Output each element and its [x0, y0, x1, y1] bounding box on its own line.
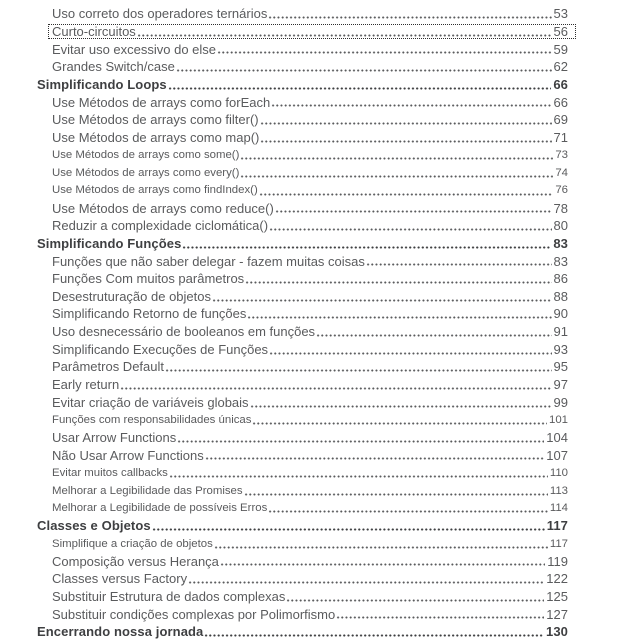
toc-entry[interactable] [37, 623, 568, 641]
toc-entry[interactable] [52, 358, 568, 376]
toc-entry-label: Reduzir a complexidade ciclomática() [52, 218, 269, 234]
dot-leader [214, 546, 548, 549]
toc-entry[interactable] [52, 482, 568, 500]
dot-leader [245, 281, 551, 284]
toc-entry-label: Usar Arrow Functions [52, 430, 177, 446]
dot-leader [250, 405, 552, 408]
dot-leader [271, 104, 551, 107]
toc-entry-page: 83 [553, 253, 568, 269]
toc-entry-label: Desestruturação de objetos [52, 288, 211, 304]
toc-entry-page: 104 [546, 430, 568, 446]
toc-entry-page: 119 [547, 553, 568, 569]
toc-entry-page: 86 [553, 271, 568, 287]
dot-leader [316, 334, 551, 337]
toc-entry-page: 122 [546, 571, 568, 587]
toc-entry[interactable] [52, 5, 568, 23]
toc-entry-page: 53 [553, 6, 568, 22]
dot-leader [205, 457, 545, 460]
toc-entry-page: 110 [549, 466, 568, 479]
toc-entry[interactable] [52, 93, 568, 111]
toc-entry-page: 83 [553, 235, 568, 251]
toc-entry[interactable] [52, 393, 568, 411]
toc-entry[interactable] [52, 570, 568, 588]
toc-entry-page: 62 [553, 59, 568, 75]
toc-entry[interactable] [52, 605, 568, 623]
toc-entry[interactable] [37, 517, 568, 535]
dot-leader [220, 563, 545, 566]
toc-entry-label: Evitar criação de variáveis globais [52, 394, 249, 410]
toc-entry-label: Early return [52, 377, 120, 393]
dot-leader [204, 634, 544, 637]
toc-entry[interactable] [52, 111, 568, 129]
toc-entry-label: Classes versus Factory [52, 571, 188, 587]
toc-entry-label: Substituir Estrutura de dados complexas [52, 588, 286, 604]
toc-entry-page: 125 [546, 588, 568, 604]
toc-entry-page: 107 [546, 447, 568, 463]
toc-entry[interactable] [52, 164, 568, 182]
toc-entry[interactable] [52, 464, 568, 482]
toc-entry[interactable] [37, 235, 568, 253]
toc-entry-page: 73 [555, 149, 568, 162]
toc-entry[interactable] [52, 340, 568, 358]
toc-entry-label: Simplificando Retorno de funções [52, 306, 247, 322]
toc-entry[interactable] [52, 40, 568, 58]
toc-entry-label: Simplificando Execuções de Funções [52, 341, 269, 357]
toc-entry[interactable] [52, 23, 568, 41]
toc-entry[interactable] [52, 429, 568, 447]
toc-entry-page: 66 [553, 76, 568, 92]
toc-entry-label: Parâmetros Default [52, 359, 164, 375]
dot-leader [247, 316, 551, 319]
toc-entry[interactable] [52, 535, 568, 553]
toc-entry-label: Use Métodos de arrays como findIndex() [52, 184, 258, 197]
toc-entry-page: 99 [553, 394, 568, 410]
toc-entry-label: Simplificando Loops [37, 76, 167, 92]
toc-entry[interactable] [52, 323, 568, 341]
toc-entry[interactable] [37, 76, 568, 94]
dot-leader [188, 581, 544, 584]
toc-entry[interactable] [52, 411, 568, 429]
dot-leader [165, 369, 552, 372]
dot-leader [137, 34, 552, 37]
toc-entry-label: Use Métodos de arrays como map() [52, 129, 260, 145]
dot-leader [217, 51, 552, 54]
toc-entry[interactable] [52, 288, 568, 306]
toc-entry-page: 88 [553, 288, 568, 304]
toc-entry-page: 113 [549, 484, 568, 497]
toc-entry-label: Simplifique a criação de objetos [52, 537, 213, 550]
dot-leader [240, 175, 553, 178]
toc-entry-page: 93 [553, 341, 568, 357]
dot-leader [212, 299, 552, 302]
toc-entry-page: 127 [546, 606, 568, 622]
toc-entry-page: 97 [553, 377, 568, 393]
toc-entry-label: Funções com responsabilidades únicas [52, 413, 252, 426]
toc-entry-page: 78 [553, 200, 568, 216]
dot-leader [120, 387, 551, 390]
toc-entry[interactable] [52, 58, 568, 76]
toc-entry-page: 117 [549, 537, 568, 550]
dot-leader [240, 157, 553, 160]
toc-entry-page: 114 [549, 502, 568, 515]
toc-entry-page: 71 [553, 129, 568, 145]
toc-entry-label: Funções que não saber delegar - fazem muitas coisas [52, 253, 365, 269]
toc-entry-label: Curto-circuitos [52, 23, 136, 39]
dot-leader [168, 87, 552, 90]
toc-entry[interactable] [52, 129, 568, 147]
toc-entry-label: Use Métodos de arrays como every() [52, 166, 240, 179]
dot-leader [268, 510, 548, 513]
toc-entry-label: Funções Com muitos parâmetros [52, 271, 245, 287]
toc-entry-page: 90 [553, 306, 568, 322]
toc-entry-label: Melhorar a Legibilidade de possíveis Erros [52, 502, 268, 515]
toc-entry-page: 101 [548, 413, 568, 426]
toc-entry-label: Grandes Switch/case [52, 59, 175, 75]
toc-entry-label: Use Métodos de arrays como filter() [52, 112, 259, 128]
toc-entry[interactable] [52, 499, 568, 517]
dot-leader [268, 16, 551, 19]
dot-leader [169, 475, 548, 478]
dot-leader [286, 599, 544, 602]
toc-entry[interactable] [52, 270, 568, 288]
toc-entry[interactable] [52, 588, 568, 606]
toc-entry-page: 66 [553, 94, 568, 110]
toc-entry-label: Simplificando Funções [37, 235, 182, 251]
toc-entry-label: Composição versus Herança [52, 553, 219, 569]
toc-entry-label: Uso desnecessário de booleanos em funções [52, 324, 316, 340]
toc-entry-page: 74 [555, 166, 568, 179]
dot-leader [244, 493, 548, 496]
dot-leader [182, 246, 551, 249]
toc-entry-page: 80 [553, 218, 568, 234]
dot-leader [275, 210, 552, 213]
toc-entry-page: 117 [546, 518, 568, 534]
dot-leader [336, 616, 544, 619]
toc-entry-page: 91 [553, 324, 568, 340]
toc-entry[interactable] [52, 376, 568, 394]
toc-entry-label: Melhorar a Legibilidade das Promises [52, 484, 243, 497]
toc-entry-label: Substituir condições complexas por Polimorfismo [52, 606, 336, 622]
toc-entry-page: 69 [553, 112, 568, 128]
dot-leader [252, 422, 547, 425]
toc-entry-label: Classes e Objetos [37, 518, 151, 534]
toc-entry-label: Evitar muitos callbacks [52, 466, 168, 479]
dot-leader [260, 122, 552, 125]
dot-leader [177, 440, 544, 443]
dot-leader [260, 140, 551, 143]
toc-entry-label: Não Usar Arrow Functions [52, 447, 204, 463]
toc-entry-label: Uso correto dos operadores ternários [52, 6, 268, 22]
toc-entry-page: 56 [553, 23, 568, 39]
dot-leader [269, 352, 551, 355]
toc-entry[interactable] [52, 217, 568, 235]
dot-leader [176, 69, 552, 72]
dot-leader [269, 228, 552, 231]
toc-entry-page: 59 [553, 41, 568, 57]
toc-entry[interactable] [52, 305, 568, 323]
toc-entry-page: 95 [553, 359, 568, 375]
dot-leader [259, 193, 554, 196]
toc-entry-label: Use Métodos de arrays como reduce() [52, 200, 274, 216]
toc-entry-label: Encerrando nossa jornada [37, 624, 204, 640]
toc-entry[interactable] [52, 199, 568, 217]
toc-entry-label: Use Métodos de arrays como forEach [52, 94, 271, 110]
toc-entry-page: 130 [546, 624, 568, 640]
toc-entry[interactable] [52, 252, 568, 270]
toc-entry-label: Evitar uso excessivo do else [52, 41, 217, 57]
toc-entry-page: 76 [555, 184, 568, 197]
toc-entry[interactable] [52, 182, 568, 200]
dot-leader [152, 528, 545, 531]
dot-leader [366, 263, 552, 266]
toc-entry[interactable] [52, 552, 568, 570]
toc-entry[interactable] [52, 446, 568, 464]
toc-entry-label: Use Métodos de arrays como some() [52, 149, 240, 162]
toc-entry[interactable] [52, 146, 568, 164]
